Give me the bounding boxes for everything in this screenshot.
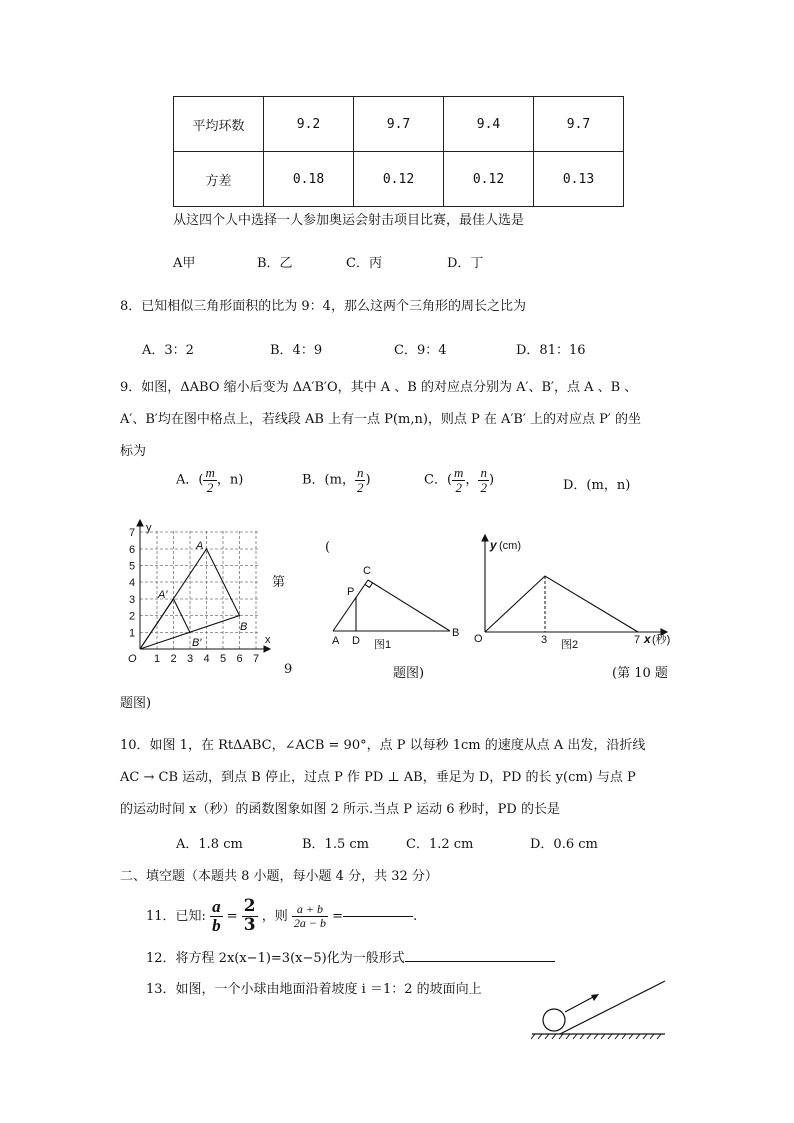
frac-den: 2a − b (293, 915, 327, 930)
fig9-caption-right: 第 (272, 575, 286, 590)
point-p-label: P (347, 586, 355, 598)
q9-option-c (424, 466, 494, 494)
x-tick-7: 7 (253, 653, 260, 665)
x-tick-5: 5 (220, 653, 227, 665)
q11-mid: ，则 (261, 908, 288, 924)
answer-blank[interactable] (405, 961, 555, 962)
q7-stem: 从这四个人中选择一人参加奥运会射击项目比赛，最佳人选是 (173, 213, 525, 228)
frac-num: a (212, 897, 221, 916)
section-title: 二、填空题（本题共 8 小题，每小题 4 分，共 32 分） (120, 869, 438, 884)
point-c-label: C (363, 565, 371, 577)
axis-y-label: y (146, 522, 152, 534)
x-tick-7: 7 (634, 634, 641, 646)
q10-option-c: C．1.2 cm (406, 837, 474, 852)
frac-den: 2 (455, 479, 462, 495)
q7-option-b: B．乙 (257, 256, 293, 271)
frac-num: n (356, 465, 364, 480)
q9-opt-a-rest: ，n) (216, 472, 244, 488)
q10-line2: AC → CB 运动，到点 B 停止，过点 P 作 PD ⊥ AB，垂足为 D，PD 的长 y(cm) 与点 P (120, 770, 636, 785)
table-header-cell: 方差 (174, 152, 264, 207)
q12-text: 12．将方程 2x(x−1)=3(x−5)化为一般形式 (146, 951, 405, 966)
table-cell: 9.2 (264, 97, 354, 152)
q7-option-a: A甲 (173, 256, 196, 271)
q9-opt-b-rest: ) (365, 472, 371, 488)
q9-line2: A′、B′均在图中格点上，若线段 AB 上有一点 P(m,n)，则点 P 在 A′B′ 上的对应点 P′ 的坐 (120, 412, 641, 427)
fig10-caption-figure: 题图) (393, 666, 425, 681)
table-cell: 0.18 (264, 152, 354, 207)
q11-fraction-expr (292, 903, 328, 929)
q8-option-b: B．4：9 (270, 343, 323, 358)
x-tick-4: 4 (203, 653, 210, 665)
frac-num: a + b (292, 903, 328, 917)
table-header-cell: 平均环数 (174, 97, 264, 152)
axis-x-label: x (265, 634, 271, 646)
q9-opt-c-label: C．( (424, 472, 453, 488)
point-a-prime-label: A′ (158, 589, 168, 601)
q9-opt-c-fraction1 (452, 466, 465, 494)
fig10-caption-2: 图2 (561, 639, 579, 651)
point-b-prime-label: B′ (192, 637, 202, 649)
table-cell: 0.12 (444, 152, 534, 207)
y-tick-2: 2 (129, 610, 136, 623)
q11-equals: = (332, 908, 344, 924)
axis-x-unit: (秒) (652, 634, 671, 646)
slope-ball-figure (530, 975, 670, 1040)
q13-text: 13．如图，一个小球由地面沿着坡度 i ＝1：2 的坡面向上 (146, 982, 482, 997)
q10-option-a: A．1.8 cm (176, 837, 243, 852)
frac-num: m (205, 465, 215, 480)
q9-opt-b-label: B．(m， (302, 472, 355, 488)
y-tick-7: 7 (129, 527, 136, 539)
q10-option-d: D．0.6 cm (530, 837, 598, 852)
q8-option-c: C．9：4 (394, 343, 447, 358)
point-d-label: D (352, 635, 360, 647)
axis-x-label: x (644, 632, 651, 646)
frac-den: 2 (356, 479, 364, 495)
y-tick-4: 4 (129, 577, 136, 589)
frac-den: 3 (243, 914, 256, 935)
table-cell: 0.13 (534, 152, 624, 207)
q9-opt-a-label: A．( (176, 472, 204, 488)
q10-option-b: B．1.5 cm (302, 837, 369, 852)
q11-end-dot: . (413, 908, 418, 924)
x-tick-1: 1 (154, 653, 161, 665)
q9-option-d: D．(m，n) (563, 478, 631, 493)
q9-opt-c-fraction2 (478, 466, 489, 494)
x-tick-3: 3 (541, 634, 548, 646)
frac-num: n (480, 465, 487, 480)
q9-option-b (302, 466, 371, 494)
q9-opt-c-rest: ) (488, 472, 495, 488)
q10-line1: 10．如图 1，在 RtΔABC，∠ACB = 90°，点 P 以每秒 1cm 的速度从点 A 出发，沿折线 (120, 738, 646, 753)
table-cell: 9.7 (354, 97, 444, 152)
table-cell: 0.12 (354, 152, 444, 207)
point-a-label: A (196, 540, 204, 552)
origin-label: O (474, 633, 483, 645)
answer-blank[interactable] (343, 916, 413, 917)
frac-den: b (212, 915, 221, 935)
ball (543, 1009, 565, 1031)
q10-line3: 的运动时间 x（秒）的函数图象如图 2 所示.当点 P 运动 6 秒时，PD 的长是 (120, 802, 560, 817)
x-tick-3: 3 (187, 653, 194, 665)
q11-fraction-23 (242, 898, 258, 935)
q9-option-a (176, 466, 243, 494)
table-row (174, 152, 624, 207)
figure-10-triangle (325, 560, 470, 652)
q11-fraction-ab (210, 898, 223, 935)
point-b-label: B (240, 621, 248, 633)
x-tick-6: 6 (236, 653, 243, 665)
q8-option-a: A．3：2 (142, 343, 194, 358)
q9-opt-c-sep: ， (465, 472, 479, 488)
table-cell: 9.7 (534, 97, 624, 152)
y-tick-3: 3 (129, 594, 136, 606)
frac-den: 2 (206, 479, 214, 495)
q11-prefix: 11．已知: (146, 908, 206, 924)
q11: 11．已知: $\frac{a}{b}$ = $\frac{2}{3}$ ，则 $\frac{a + b}{2a - b}$ = . (146, 896, 418, 935)
frac-num: 2 (243, 896, 256, 916)
table-cell: 9.4 (444, 97, 534, 152)
figure-10-graph (468, 530, 678, 655)
score-table (173, 96, 624, 207)
y-tick-6: 6 (129, 544, 136, 556)
fig10-caption-1: 图1 (374, 639, 392, 651)
x-tick-2: 2 (170, 653, 177, 665)
q9-line3: 标为 (120, 444, 147, 459)
axis-y-unit: (cm) (499, 540, 521, 552)
q12 (146, 947, 555, 966)
q9-line1: 9．如图，ΔABO 缩小后变为 ΔA′B′O，其中 A 、B 的对应点分别为 A′、B′，点 A 、B 、 (120, 380, 638, 395)
q9-opt-b-fraction (355, 466, 366, 494)
y-tick-1: 1 (129, 627, 136, 640)
q8-stem: 8．已知相似三角形面积的比为 9：4，那么这两个三角形的周长之比为 (120, 299, 526, 314)
fig9-caption-end: 题图) (120, 696, 152, 711)
q7-option-c: C．丙 (346, 256, 382, 271)
frac-den: 2 (480, 479, 487, 495)
q9-opt-a-fraction (203, 466, 216, 494)
figure-9-grid (118, 515, 278, 670)
point-a-label: A (332, 635, 340, 647)
point-b-label: B (452, 627, 460, 639)
axis-y-label: y (490, 538, 497, 552)
fig10-open-paren: ( (325, 540, 331, 555)
q8-option-d: D．81：16 (516, 343, 586, 358)
q7-option-d: D．丁 (447, 256, 484, 271)
frac-num: m (454, 465, 464, 480)
fig10-ref-caption: (第 10 题 (612, 666, 668, 681)
fig9-caption-below: 9 (284, 662, 293, 677)
origin-label: O (128, 653, 137, 665)
y-tick-5: 5 (129, 560, 136, 573)
table-row (174, 97, 624, 152)
